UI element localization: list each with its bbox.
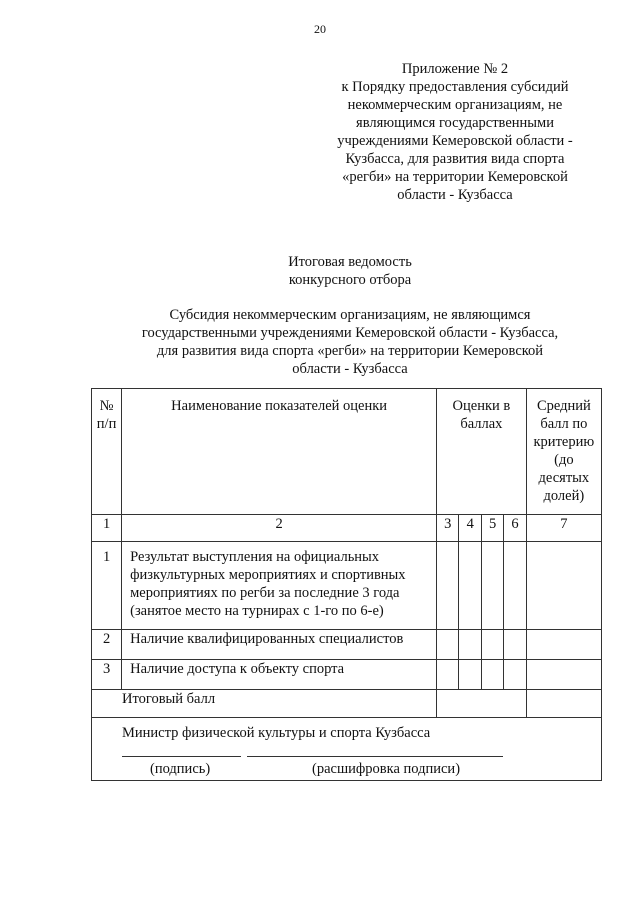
header-scores-line: Оценки в	[452, 398, 511, 414]
appendix-line: «регби» на территории Кемеровской	[342, 169, 568, 185]
average-cell[interactable]	[526, 630, 601, 660]
appendix-line: некоммерческим организациям, не	[347, 97, 563, 113]
criterion-line: физкультурных мероприятиях и спортивных	[130, 567, 406, 583]
score-cell[interactable]	[459, 630, 481, 660]
header-average	[526, 389, 601, 515]
page-number: 20	[314, 22, 326, 36]
header-number	[92, 389, 122, 515]
criterion-line: (занятое место на турнирах с 1-го по 6-е)	[130, 603, 384, 619]
appendix-line: Приложение № 2	[401, 61, 509, 77]
score-cell[interactable]	[437, 660, 459, 690]
header-average-line: десятых	[538, 470, 590, 486]
header-number-line: №	[99, 398, 114, 414]
appendix-line: являющимся государственными	[356, 115, 554, 131]
header-average-line: Средний	[536, 398, 591, 414]
score-cell[interactable]	[481, 660, 503, 690]
signature-line[interactable]	[122, 756, 241, 757]
score-cell[interactable]	[459, 660, 481, 690]
subtitle-line: Субсидия некоммерческим организациям, не являющимся	[169, 307, 531, 323]
evaluation-table	[91, 388, 602, 781]
table-row	[92, 542, 602, 630]
minister-title: Министр физической культуры и спорта Кузбасса	[122, 725, 431, 741]
row-number: 2	[92, 630, 122, 660]
column-number: 5	[481, 515, 503, 542]
signature-cell	[92, 718, 602, 781]
score-cell[interactable]	[504, 542, 526, 630]
header-average-line: долей)	[543, 488, 585, 504]
signature-decoding-line[interactable]	[247, 756, 503, 757]
header-average-line: критерию	[533, 434, 595, 450]
signature-label: (подпись)	[150, 761, 211, 777]
title-line: конкурсного отбора	[288, 272, 412, 288]
total-row	[92, 690, 602, 718]
column-number: 1	[92, 515, 122, 542]
row-number: 1	[92, 542, 122, 630]
criterion-line: мероприятиях по регби за последние 3 года	[130, 585, 400, 601]
score-cell[interactable]	[481, 542, 503, 630]
header-name: Наименование показателей оценки	[122, 389, 437, 515]
appendix-line: учреждениями Кемеровской области -	[337, 133, 573, 149]
score-cell[interactable]	[459, 542, 481, 630]
score-cell[interactable]	[481, 630, 503, 660]
row-criterion: Наличие доступа к объекту спорта	[122, 660, 437, 690]
total-score-cell[interactable]	[437, 690, 527, 718]
signature-decoding-label: (расшифровка подписи)	[312, 761, 461, 777]
table-header-row	[92, 389, 602, 515]
title-line: Итоговая ведомость	[288, 254, 412, 270]
score-cell[interactable]	[504, 630, 526, 660]
score-cell[interactable]	[437, 630, 459, 660]
score-cell[interactable]	[437, 542, 459, 630]
row-number: 3	[92, 660, 122, 690]
header-scores	[437, 389, 527, 515]
header-number-line: п/п	[96, 416, 117, 432]
appendix-line: Кузбасса, для развития вида спорта	[345, 151, 565, 167]
column-number-row	[92, 515, 602, 542]
table-row	[92, 660, 602, 690]
subtitle-line: государственными учреждениями Кемеровской области - Кузбасса,	[141, 325, 559, 341]
row-criterion: Наличие квалифицированных специалистов	[122, 630, 437, 660]
average-cell[interactable]	[526, 542, 601, 630]
header-average-line: балл по	[540, 416, 588, 432]
appendix-heading	[330, 60, 580, 204]
score-cell[interactable]	[504, 660, 526, 690]
column-number: 6	[504, 515, 526, 542]
row-criterion	[122, 542, 437, 630]
header-scores-line: баллах	[460, 416, 503, 432]
column-number: 3	[437, 515, 459, 542]
average-cell[interactable]	[526, 660, 601, 690]
column-number: 4	[459, 515, 481, 542]
header-average-line: (до	[554, 452, 574, 468]
total-average-cell[interactable]	[526, 690, 601, 718]
document-subtitle	[0, 306, 640, 378]
column-number: 7	[526, 515, 601, 542]
document-title	[0, 253, 640, 289]
subtitle-line: для развития вида спорта «регби» на территории Кемеровской	[156, 343, 544, 359]
signature-row	[92, 718, 602, 781]
table-row	[92, 630, 602, 660]
total-label: Итоговый балл	[92, 690, 437, 718]
column-number: 2	[122, 515, 437, 542]
subtitle-line: области - Кузбасса	[292, 361, 408, 377]
criterion-line: Результат выступления на официальных	[130, 549, 380, 565]
appendix-line: области - Кузбасса	[397, 187, 513, 203]
appendix-line: к Порядку предоставления субсидий	[341, 79, 569, 95]
